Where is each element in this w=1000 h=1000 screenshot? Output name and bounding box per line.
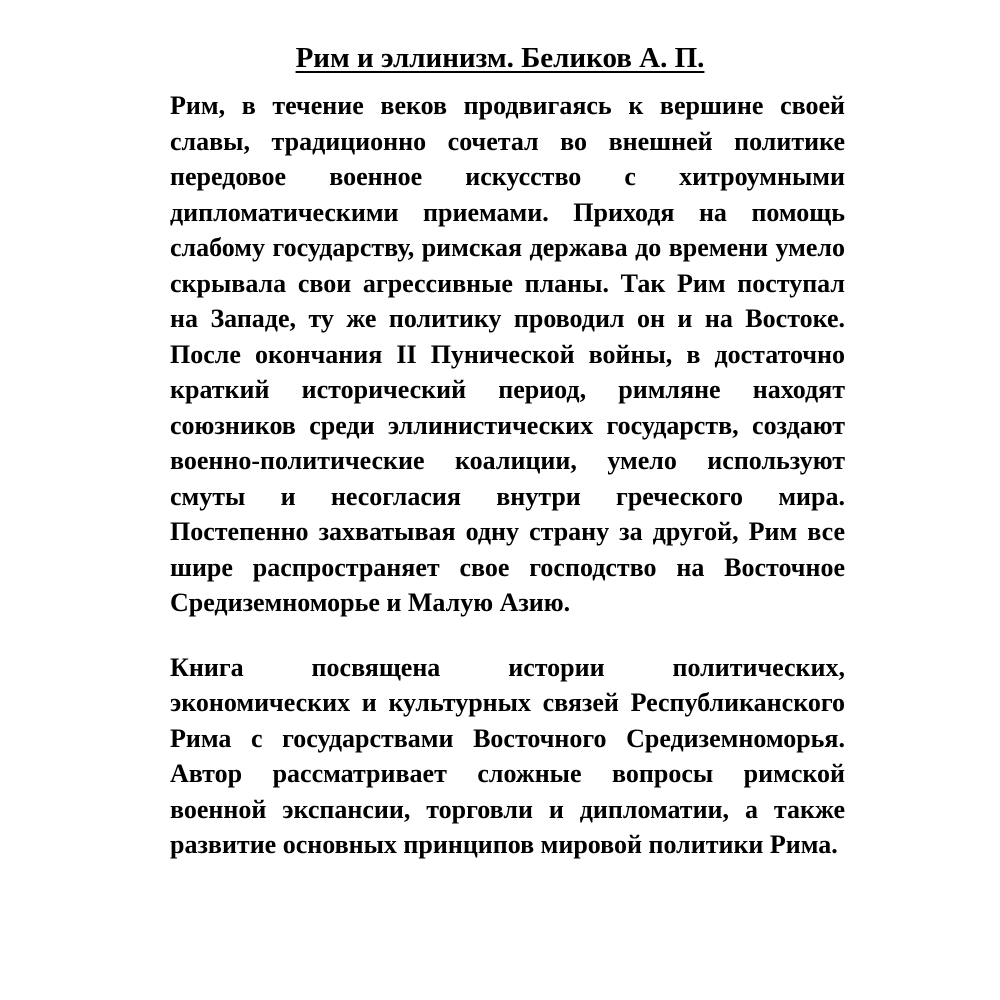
document-title-text: Рим и эллинизм. Беликов А. П. bbox=[295, 42, 705, 74]
paragraph-intro: Рим, в течение веков продвигаясь к вершине своей славы, традиционно сочетал во внешней политике передовое военное искусство с хитроумными дипломатическими приемами. Приходя на помощь слабому государству, римская держава до времени умело скрывала свои агрессивные планы. Так Рим поступал на Западе, ту же политику проводил он и на Востоке. После окончания II Пунической войны, в достаточно краткий исторический период, римляне находят союзников среди эллинистических государств, создают военно-политические коалиции, умело используют смуты и несогласия внутри греческого мира. Постепенно захватывая одну страну за другой, Рим все шире распространяет свое господство на Восточное Средиземноморье и Малую Азию. bbox=[170, 91, 845, 617]
paragraph-book-summary: Книга посвящена истории политических, экономических и культурных связей Республиканского Рима с государствами Восточного Средиземноморья. Автор рассматривает сложные вопросы римской военной экспансии, торговли и дипломатии, а также развитие основных принципов мировой политики Рима. bbox=[170, 652, 845, 859]
document-body bbox=[170, 88, 845, 863]
document-title bbox=[0, 38, 1000, 78]
